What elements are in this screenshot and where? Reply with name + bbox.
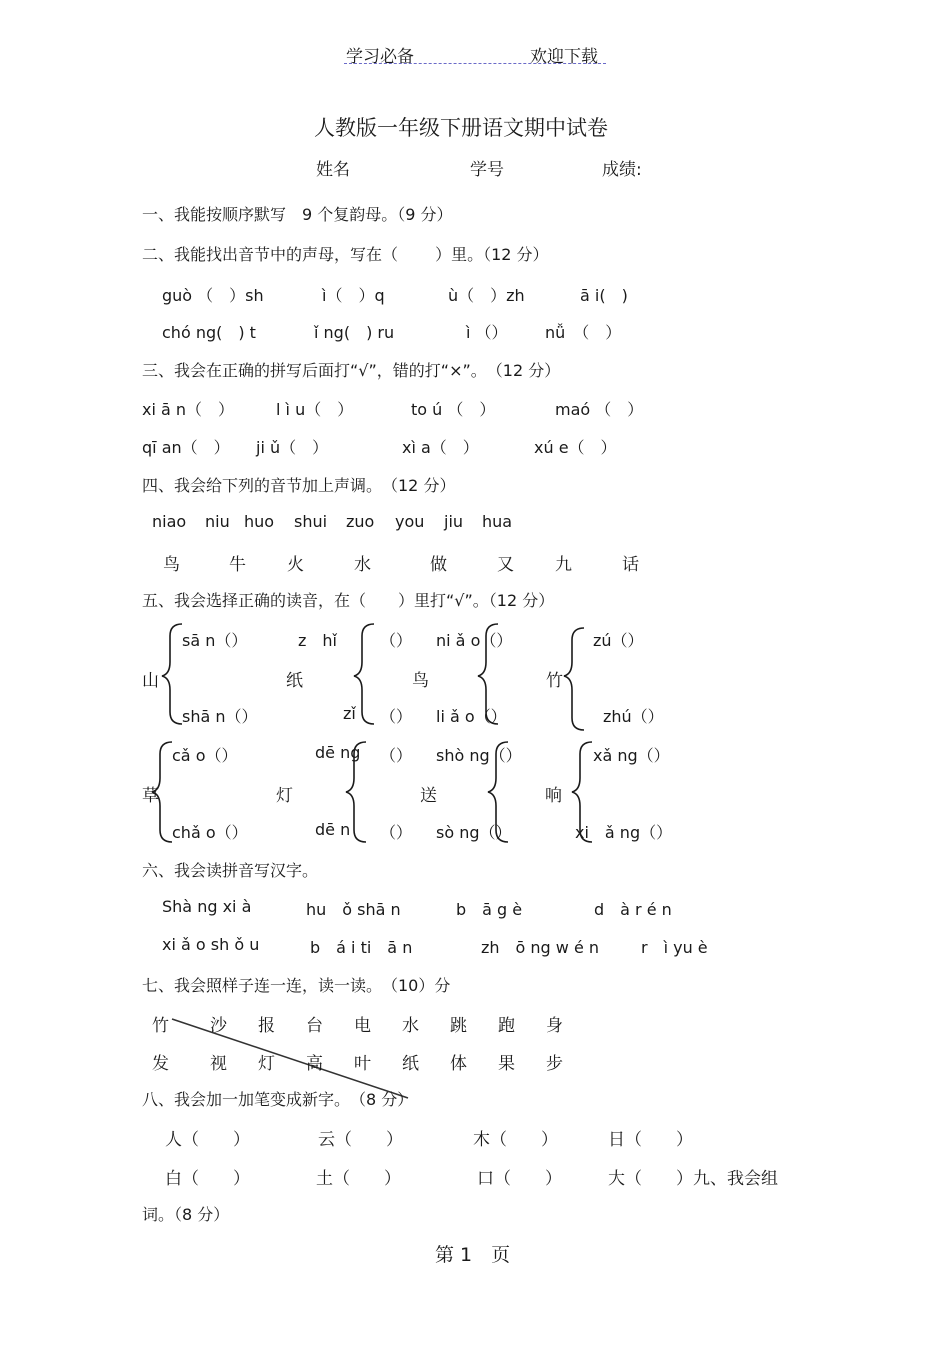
s5-option: （） li ǎ o（） [380, 707, 507, 726]
s4-char: 做 [430, 555, 447, 575]
s6-item: hu ǒ shā n [306, 900, 401, 919]
s5-char: 草 [142, 786, 159, 806]
s7-char: 身 [546, 1016, 563, 1036]
brace [162, 624, 182, 724]
s5-option: chǎ o（） [172, 823, 248, 842]
s6-item: Shà ng xi à [162, 897, 252, 916]
s6-item: xi ǎ o sh ǒ u [162, 935, 260, 954]
section-9-tail: 词。（8 分） [142, 1205, 230, 1224]
section-5-heading: 五、我会选择正确的读音，在（ ）里打“√”。（12 分） [142, 591, 555, 610]
s4-pinyin: niao [152, 512, 187, 531]
s2-item: ì（ ）q [322, 286, 385, 305]
s5-option: sā n（） [182, 631, 248, 650]
s5-char: 竹 [546, 671, 563, 691]
s3-item: ji ǔ（ ） [256, 438, 329, 457]
s4-pinyin: shui [294, 512, 328, 531]
s5-char: 响 [545, 786, 562, 806]
section-8-heading: 八、我会加一加笔变成新字。 （8 分） [142, 1090, 414, 1109]
s2-item: chó ng( ) t [162, 323, 256, 342]
info-score: 成绩: [602, 160, 642, 180]
s4-pinyin: niu [205, 512, 230, 531]
s5-option: （） sò ng（） [380, 823, 512, 842]
s4-char: 火 [287, 555, 304, 575]
section-7-heading: 七、我会照样子连一连，读一读。 （10）分 [142, 976, 451, 995]
s8-item: 人（ ） [165, 1130, 250, 1150]
brace [564, 628, 584, 730]
s6-item: zh ō ng w é n [481, 938, 600, 957]
s5-option: dē ng [315, 743, 361, 762]
s5-option: dē n [315, 820, 351, 839]
s4-pinyin: you [395, 512, 425, 531]
info-name: 姓名 [316, 160, 350, 180]
s4-pinyin: huo [244, 512, 275, 531]
section-3-heading: 三、我会在正确的拼写后面打“√”，错的打“×”。 （12 分） [142, 361, 561, 380]
s5-option: （） shò ng（） [380, 746, 522, 765]
s5-option: xǎ ng（） [593, 746, 670, 765]
s4-pinyin: zuo [346, 512, 375, 531]
s7-char: 报 [258, 1016, 275, 1036]
s6-item: d à r é n [594, 900, 672, 919]
header-left: 学习必备 [346, 47, 414, 67]
header-right: 欢迎下载 [530, 47, 598, 67]
brace [354, 624, 374, 724]
s5-option: xi ǎ ng（） [575, 823, 673, 842]
s5-option: zú（） [593, 631, 644, 650]
s7-char: 灯 [258, 1054, 275, 1074]
s2-item: ì （） [466, 323, 508, 342]
s7-char: 纸 [402, 1054, 419, 1074]
s6-item: b ā g è [456, 900, 523, 919]
s3-item: qī an（ ） [142, 438, 230, 457]
s7-char: 发 [152, 1054, 169, 1074]
s2-item: ù（ ）zh [448, 286, 525, 305]
s7-char: 高 [306, 1054, 323, 1074]
s8-item: 日（ ） [608, 1130, 693, 1150]
s5-char: 灯 [276, 786, 293, 806]
s4-char: 话 [622, 555, 639, 575]
s8-item: 大（ ）九、我会组 [608, 1169, 778, 1189]
s4-char: 牛 [229, 555, 246, 575]
s7-char: 沙 [210, 1016, 227, 1036]
section-1-heading: 一、我能按顺序默写 9 个复韵母。（9 分） [142, 205, 453, 224]
page-number: 第 1 页 [435, 1244, 511, 1266]
s7-char: 视 [210, 1054, 227, 1074]
s7-char: 水 [402, 1016, 419, 1036]
s4-pinyin: hua [482, 512, 513, 531]
s7-char: 果 [498, 1054, 515, 1074]
page-title: 人教版一年级下册语文期中试卷 [314, 116, 608, 140]
s5-option: z hǐ [298, 631, 337, 650]
s3-item: xì a（ ） [402, 438, 479, 457]
s8-item: 口（ ） [477, 1169, 562, 1189]
s7-char: 叶 [354, 1054, 371, 1074]
s8-item: 木（ ） [473, 1130, 558, 1150]
s4-char: 鸟 [163, 555, 180, 575]
s2-item: ā i( ) [580, 286, 628, 305]
s2-item: nǚ （ ） [545, 323, 622, 342]
s3-item: maó （ ） [555, 400, 644, 419]
s5-char: 山 [142, 671, 159, 691]
s6-item: b á i ti ā n [310, 938, 413, 957]
s5-char: 送 [420, 786, 437, 806]
s5-option: zǐ [343, 704, 356, 723]
s7-char: 体 [450, 1054, 467, 1074]
s7-char: 台 [306, 1016, 323, 1036]
s8-item: 白（ ） [165, 1169, 250, 1189]
s5-char: 纸 [286, 671, 303, 691]
s6-item: r ì yu è [641, 938, 708, 957]
s8-item: 土（ ） [316, 1169, 401, 1189]
s7-char: 跑 [498, 1016, 515, 1036]
s5-option: （） ni ǎ o（） [380, 631, 513, 650]
s7-char: 电 [354, 1016, 371, 1036]
s7-char: 步 [546, 1054, 563, 1074]
section-2-heading: 二、我能找出音节中的声母，写在（ ）里。（12 分） [142, 245, 549, 264]
s7-char: 竹 [152, 1016, 169, 1036]
info-id: 学号 [470, 160, 504, 180]
s5-char: 鸟 [412, 671, 429, 691]
s3-item: to ú （ ） [411, 400, 496, 419]
s8-item: 云（ ） [318, 1130, 403, 1150]
s5-option: cǎ o（） [172, 746, 238, 765]
s3-item: xi ā n（ ） [142, 400, 235, 419]
s2-item: guò （ ）sh [162, 286, 264, 305]
s7-char: 跳 [450, 1016, 467, 1036]
s4-char: 水 [354, 555, 371, 575]
s4-char: 九 [555, 555, 572, 575]
section-6-heading: 六、我会读拼音写汉字。 [142, 861, 319, 880]
s3-item: xú e（ ） [534, 438, 617, 457]
s4-char: 又 [497, 555, 514, 575]
s5-option: shā n（） [182, 707, 258, 726]
s2-item: ǐ ng( ) ru [314, 323, 395, 342]
s5-option: zhú（） [603, 707, 664, 726]
s4-pinyin: jiu [444, 512, 464, 531]
s3-item: l ì u（ ） [276, 400, 354, 419]
section-4-heading: 四、我会给下列的音节加上声调。 （12 分） [142, 476, 456, 495]
